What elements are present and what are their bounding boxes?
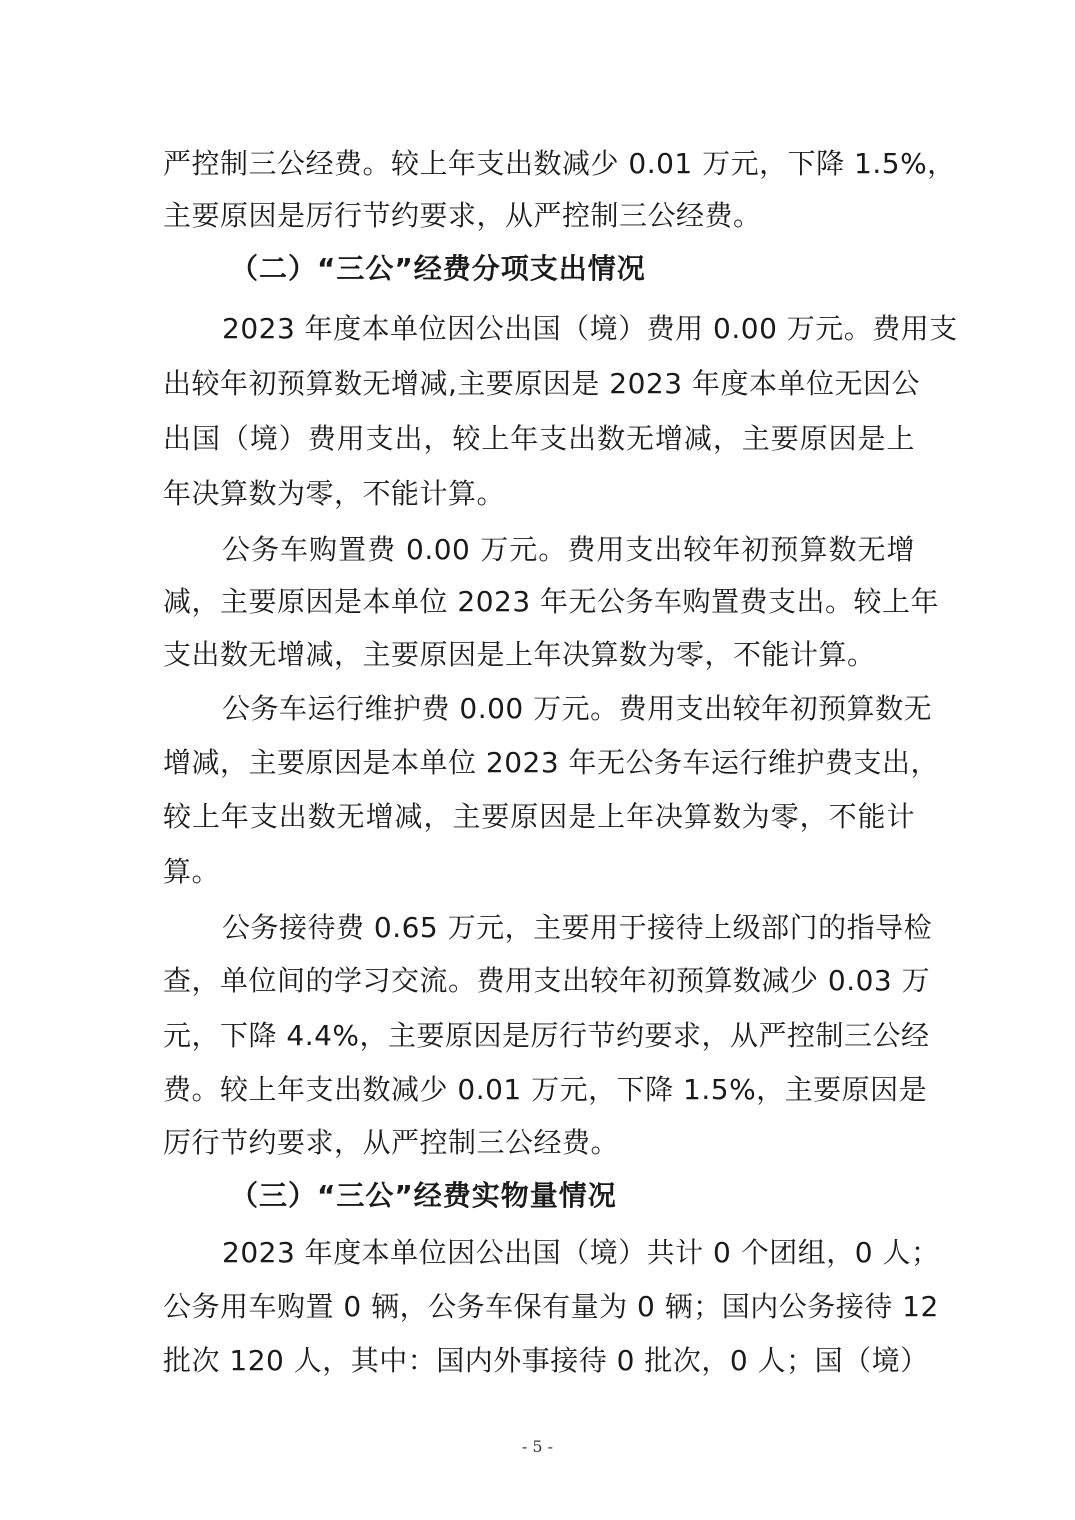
body-text-line: 查，单位间的学习交流。费用支出较年初预算数减少 0.03 万: [163, 964, 931, 997]
body-text-line: 出较年初预算数无增减,主要原因是 2023 年度本单位无因公: [163, 367, 920, 400]
paragraph-first-line: 2023 年度本单位因公出国（境）费用 0.00 万元。费用支: [222, 312, 958, 345]
paragraph-first-line: 2023 年度本单位因公出国（境）共计 0 个团组，0 人；: [222, 1236, 940, 1269]
body-text-line: 费。较上年支出数减少 0.01 万元，下降 1.5%，主要原因是: [163, 1073, 928, 1106]
section-heading: （二）“三公”经费分项支出情况: [230, 252, 646, 285]
body-text-line: 年决算数为零，不能计算。: [163, 477, 506, 510]
body-text-line: 算。: [163, 855, 221, 888]
body-text-line: 公务用车购置 0 辆，公务车保有量为 0 辆；国内公务接待 12: [163, 1290, 939, 1323]
body-text-line: 支出数无增减，主要原因是上年决算数为零，不能计算。: [163, 638, 876, 671]
body-text-line: 增减，主要原因是本单位 2023 年无公务车运行维护费支出，: [163, 746, 940, 779]
section-heading: （三）“三公”经费实物量情况: [230, 1179, 617, 1212]
paragraph-first-line: 公务接待费 0.65 万元，主要用于接待上级部门的指导检: [222, 911, 933, 944]
body-text-line: 严控制三公经费。较上年支出数减少 0.01 万元，下降 1.5%，: [163, 147, 956, 180]
body-text-line: 出国（境）费用支出，较上年支出数无增减，主要原因是上: [163, 422, 915, 455]
paragraph-first-line: 公务车购置费 0.00 万元。费用支出较年初预算数无增: [222, 533, 915, 566]
body-text-line: 减，主要原因是本单位 2023 年无公务车购置费支出。较上年: [163, 585, 940, 618]
paragraph-first-line: 公务车运行维护费 0.00 万元。费用支出较年初预算数无: [222, 692, 933, 725]
body-text-line: 批次 120 人，其中：国内外事接待 0 批次，0 人；国（境）: [163, 1344, 929, 1377]
body-text-line: 较上年支出数无增减，主要原因是上年决算数为零，不能计: [163, 800, 915, 833]
body-text-line: 元，下降 4.4%，主要原因是厉行节约要求，从严控制三公经: [163, 1019, 930, 1052]
body-text-line: 主要原因是厉行节约要求，从严控制三公经费。: [163, 199, 762, 232]
page-number: - 5 -: [521, 1437, 554, 1456]
body-text-line: 厉行节约要求，从严控制三公经费。: [163, 1126, 620, 1159]
